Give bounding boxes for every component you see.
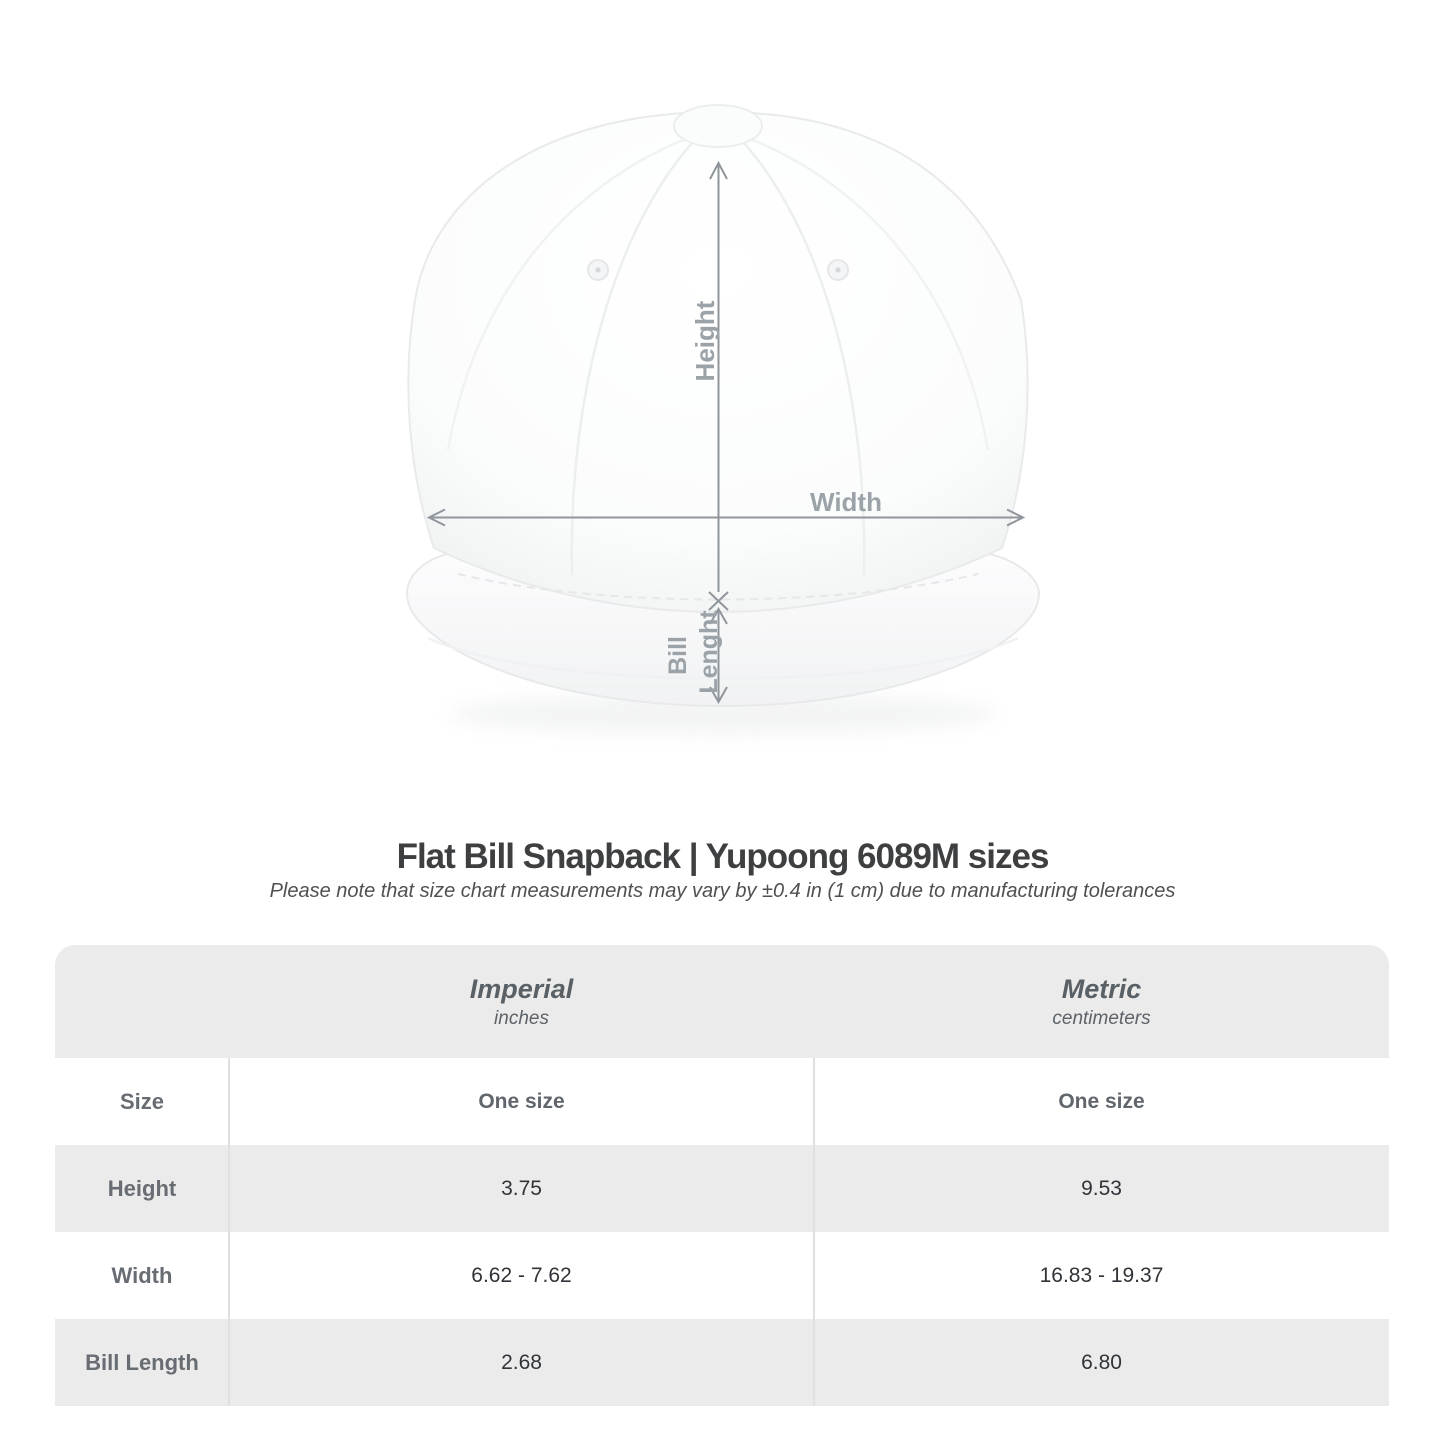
row-label-cell: Size xyxy=(119,1088,165,1114)
row-label-cell: Width xyxy=(111,1262,173,1288)
imperial-value-cell: 6.62 - 7.62 xyxy=(471,1263,572,1287)
size-table-header xyxy=(55,945,1389,1058)
column-separator-2 xyxy=(813,1058,815,1406)
width-dimension-label: Width xyxy=(810,487,882,517)
height-dimension-label: Height xyxy=(690,300,720,382)
imperial-value-cell: One size xyxy=(478,1089,565,1113)
metric-header-unit: centimeters xyxy=(1052,1007,1151,1029)
metric-header-label: Metric xyxy=(1061,973,1142,1004)
table-row-bill-length xyxy=(55,1319,1389,1406)
metric-value-cell: 16.83 - 19.37 xyxy=(1039,1263,1164,1287)
page-subtitle: Please note that size chart measurements may vary by ±0.4 in (1 cm) due to manufacturing tolerances xyxy=(269,880,1176,902)
row-label-cell: Bill Length xyxy=(85,1349,199,1375)
metric-value-cell: 6.80 xyxy=(1081,1350,1122,1374)
metric-column-header xyxy=(814,974,1389,1030)
size-table-body xyxy=(55,1058,1389,1406)
imperial-value-cell: 3.75 xyxy=(501,1176,542,1200)
table-row-width xyxy=(55,1232,1389,1319)
table-row-height xyxy=(55,1145,1389,1232)
imperial-header-label: Imperial xyxy=(469,973,574,1004)
imperial-column-header xyxy=(229,974,814,1030)
hat-eyelet-right xyxy=(828,260,848,280)
metric-value-cell: 9.53 xyxy=(1081,1176,1122,1200)
row-label-cell: Height xyxy=(107,1175,177,1201)
metric-value-cell: One size xyxy=(1058,1089,1145,1113)
bill-label-line1: Bill xyxy=(664,636,692,675)
hat-eyelet-left xyxy=(588,260,608,280)
imperial-header-unit: inches xyxy=(494,1007,549,1029)
column-separator-1 xyxy=(228,1058,230,1406)
hat-top-button xyxy=(674,105,762,147)
size-table xyxy=(55,945,1389,1406)
page-title: Flat Bill Snapback | Yupoong 6089M sizes xyxy=(396,837,1049,876)
bill-label-line2: Lenght xyxy=(695,610,723,694)
table-row-size xyxy=(55,1058,1389,1145)
imperial-value-cell: 2.68 xyxy=(501,1350,542,1374)
